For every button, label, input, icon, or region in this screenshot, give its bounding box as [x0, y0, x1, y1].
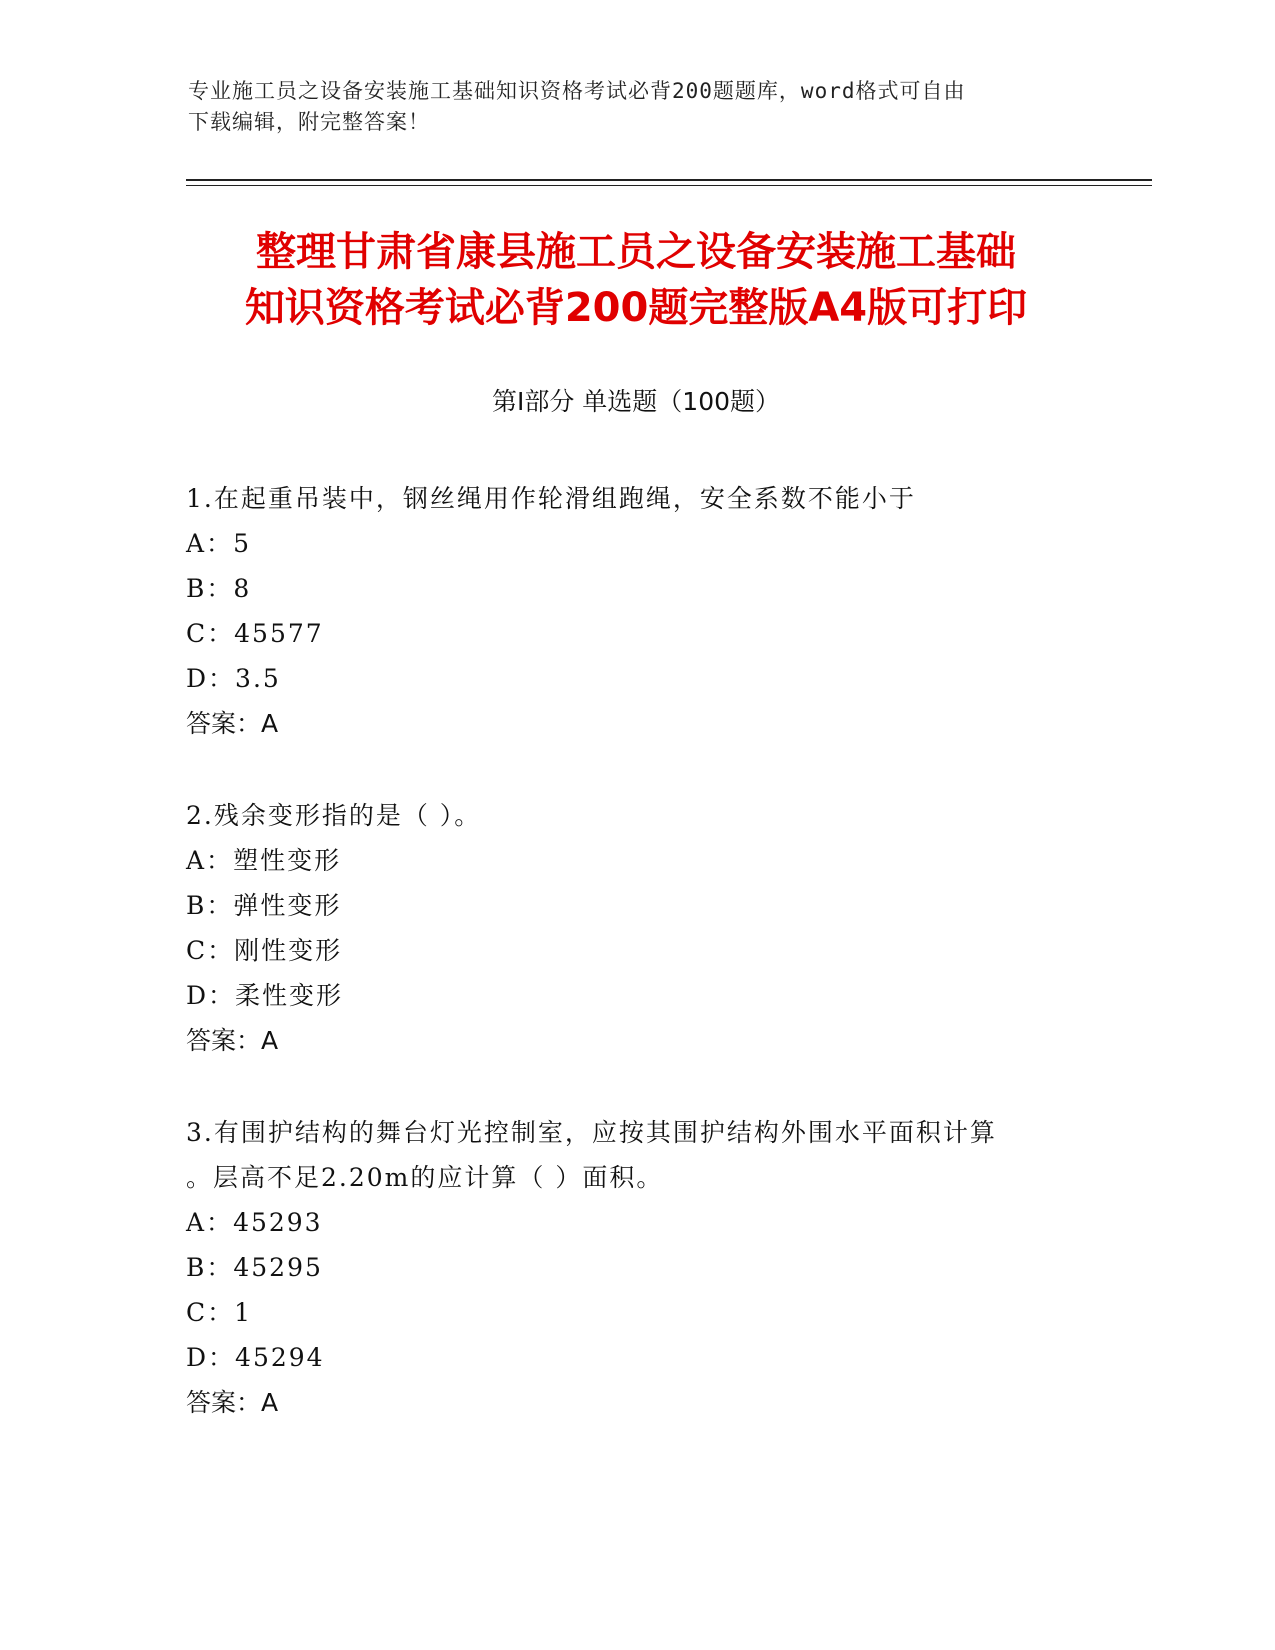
option-letter: C： — [186, 1298, 235, 1327]
option-a — [186, 838, 1066, 883]
option-b — [186, 1245, 1066, 1290]
option-letter: D： — [186, 1343, 236, 1372]
option-value: 45294 — [235, 1343, 325, 1372]
option-b — [186, 566, 1066, 611]
title-line-1: 整理甘肃省康县施工员之设备安装施工基础 — [256, 229, 1016, 275]
option-c — [186, 611, 1066, 656]
option-letter: B： — [186, 574, 234, 603]
option-value: 1 — [234, 1298, 253, 1327]
question-1 — [186, 476, 1066, 746]
option-value: 45295 — [233, 1253, 323, 1282]
option-value: 刚性变形 — [234, 936, 343, 965]
option-value: 45293 — [233, 1208, 323, 1237]
option-value: 3.5 — [235, 664, 281, 693]
option-value: 弹性变形 — [233, 891, 342, 920]
answer-text: 答案：A — [186, 709, 279, 738]
question-text-line-1: 3.有围护结构的舞台灯光控制室，应按其围护结构外围水平面积计算 — [186, 1118, 997, 1147]
option-d — [186, 656, 1066, 701]
option-letter: A： — [186, 1208, 234, 1237]
section-heading: 第Ⅰ部分 单选题（100题） — [491, 387, 781, 416]
question-text-line-2: 。层高不足2.20m的应计算（ ）面积。 — [186, 1163, 664, 1192]
option-letter: D： — [186, 981, 236, 1010]
intro-text — [188, 76, 1068, 138]
option-a — [186, 1200, 1066, 1245]
option-letter: D： — [186, 664, 236, 693]
header-rule-thin — [186, 185, 1152, 186]
intro-line-2: 下载编辑，附完整答案！ — [188, 110, 430, 134]
question-2 — [186, 793, 1066, 1063]
option-a — [186, 521, 1066, 566]
option-d — [186, 1335, 1066, 1380]
answer-text: 答案：A — [186, 1026, 279, 1055]
question-text: 2.残余变形指的是（ ）。 — [186, 801, 482, 830]
option-letter: C： — [186, 619, 235, 648]
option-letter: A： — [186, 529, 234, 558]
option-value: 塑性变形 — [233, 846, 342, 875]
option-b — [186, 883, 1066, 928]
answer-text: 答案：A — [186, 1388, 279, 1417]
option-letter: A： — [186, 846, 234, 875]
question-3 — [186, 1110, 1066, 1425]
option-c — [186, 928, 1066, 973]
option-letter: B： — [186, 891, 234, 920]
document-title — [186, 224, 1086, 336]
option-value: 45577 — [234, 619, 324, 648]
option-letter: C： — [186, 936, 235, 965]
option-value: 8 — [233, 574, 252, 603]
question-text: 1.在起重吊装中，钢丝绳用作轮滑组跑绳，安全系数不能小于 — [186, 484, 916, 513]
title-line-2: 知识资格考试必背200题完整版A4版可打印 — [244, 285, 1028, 331]
option-letter: B： — [186, 1253, 234, 1282]
header-rule-thick — [186, 179, 1152, 181]
intro-line-1: 专业施工员之设备安装施工基础知识资格考试必背200题题库，word格式可自由 — [188, 79, 966, 103]
option-value: 5 — [233, 529, 251, 558]
option-d — [186, 973, 1066, 1018]
option-c — [186, 1290, 1066, 1335]
option-value: 柔性变形 — [235, 981, 344, 1010]
